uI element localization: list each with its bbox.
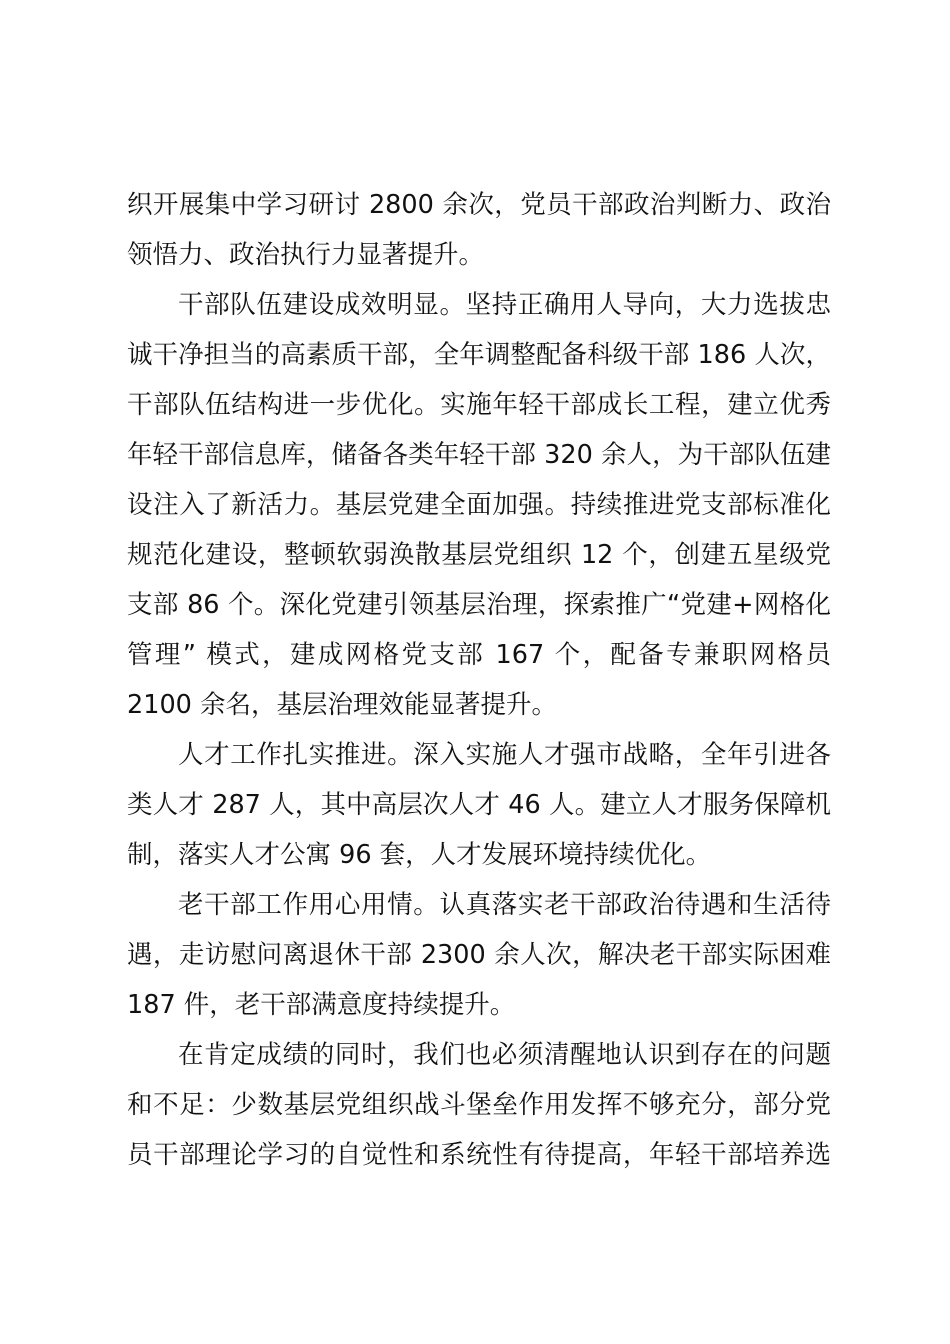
paragraph <box>127 280 831 730</box>
text-line: 织开展集中学习研讨 2800 余次，党员干部政治判断力、政治 <box>127 190 831 220</box>
text-line: 2100 余名，基层治理效能显著提升。 <box>127 690 558 720</box>
paragraph <box>127 1030 831 1180</box>
text-line: 干部队伍结构进一步优化。实施年轻干部成长工程，建立优秀 <box>127 390 831 420</box>
text-line: 设注入了新活力。基层党建全面加强。持续推进党支部标准化 <box>127 490 831 520</box>
text-line: 管理” 模式，建成网格党支部 167 个，配备专兼职网格员 <box>127 640 831 670</box>
text-line: 和不足：少数基层党组织战斗堡垒作用发挥不够充分，部分党 <box>127 1090 831 1120</box>
text-line: 领悟力、政治执行力显著提升。 <box>127 240 485 270</box>
paragraph <box>127 880 831 1030</box>
text-line: 支部 86 个。深化党建引领基层治理，探索推广“党建+网格化 <box>127 590 831 620</box>
document-body <box>127 180 831 1180</box>
text-line: 规范化建设，整顿软弱涣散基层党组织 12 个，创建五星级党 <box>127 540 831 570</box>
text-line: 制，落实人才公寓 96 套，人才发展环境持续优化。 <box>127 840 712 870</box>
text-line: 年轻干部信息库，储备各类年轻干部 320 余人，为干部队伍建 <box>127 440 831 470</box>
text-line: 遇，走访慰问离退休干部 2300 余人次，解决老干部实际困难 <box>127 940 831 970</box>
text-line: 人才工作扎实推进。深入实施人才强市战略，全年引进各 <box>178 740 831 770</box>
paragraph <box>127 180 831 280</box>
text-line: 干部队伍建设成效明显。坚持正确用人导向，大力选拔忠 <box>178 290 831 320</box>
paragraph <box>127 730 831 880</box>
text-line: 诚干净担当的高素质干部，全年调整配备科级干部 186 人次， <box>127 340 831 370</box>
text-line: 在肯定成绩的同时，我们也必须清醒地认识到存在的问题 <box>178 1040 831 1070</box>
text-line: 员干部理论学习的自觉性和系统性有待提高，年轻干部培养选 <box>127 1140 831 1170</box>
text-line: 类人才 287 人，其中高层次人才 46 人。建立人才服务保障机 <box>127 790 831 820</box>
text-line: 老干部工作用心用情。认真落实老干部政治待遇和生活待 <box>178 890 831 920</box>
text-line: 187 件，老干部满意度持续提升。 <box>127 990 516 1020</box>
